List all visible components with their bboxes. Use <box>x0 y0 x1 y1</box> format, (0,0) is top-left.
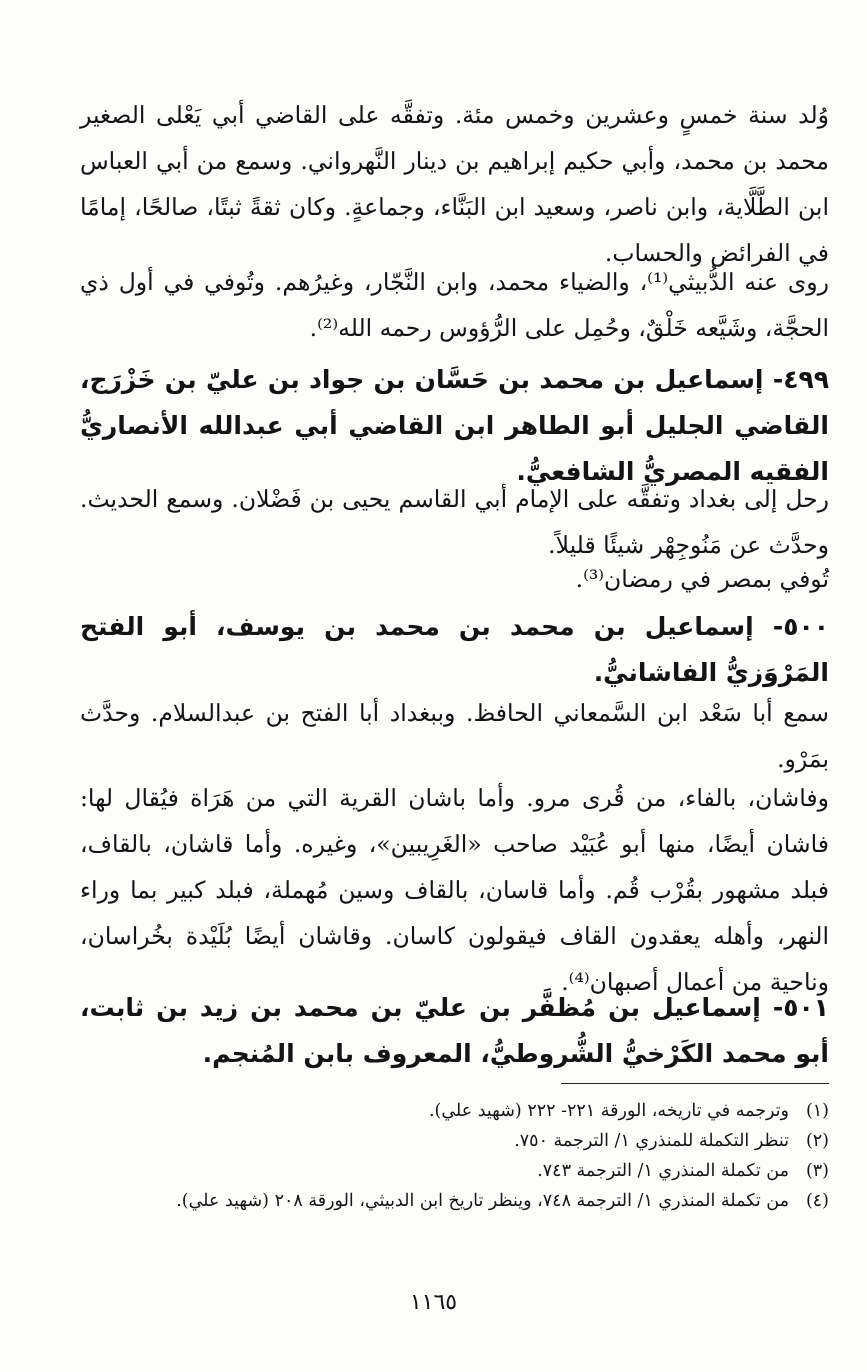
footnote-text: تنظر التكملة للمنذري ١/ الترجمة ٧٥٠. <box>514 1131 789 1151</box>
footnote-number: (٣) <box>805 1161 829 1181</box>
entry-name-501: إسماعيل بن مُظفَّر بن عليّ بن محمد بن زيد بن ثابت، أبو محمد الكَرْخيُّ الشُّروطيُّ، المعروف بابن المُنجم. <box>80 993 829 1068</box>
paragraph-birth-and-teachers: وُلد سنة خمسٍ وعشرين وخمس مئة. وتفقَّه على القاضي أبي يَعْلى الصغير محمد بن محمد، وأبي حكيم إبراهيم بن دينار النَّهرواني. وسمع من أبي العباس ابن الطَّلَّاية، وابن ناصر، وسعيد ابن البَنَّاء، وجماعةٍ. وكان ثقةً ثبتًا، صالحًا، إمامًا في الفرائض والحساب. <box>80 101 829 267</box>
paragraph-death-egypt: تُوفي بمصر في رمضان⁽³⁾. <box>575 565 829 593</box>
footnote-separator <box>561 1083 829 1084</box>
entry-name-500: إسماعيل بن محمد بن محمد بن يوسف، أبو الفتح المَرْوَزيُّ الفاشانيُّ. <box>80 612 829 687</box>
paragraph-heard-from: سمع أبا سَعْد ابن السَّمعاني الحافظ. وببغداد أبا الفتح بن عبدالسلام. وحدَّث بمَرْو. <box>80 699 829 773</box>
entry-name-499: إسماعيل بن محمد بن حَسَّان بن جواد بن عليّ بن خَزْرَج، القاضي الجليل أبو الطاهر ابن القاضي أبي عبدالله الأنصاريُّ الفقيه المصريُّ الشافعيُّ. <box>80 365 829 486</box>
footnote-number: (٢) <box>805 1131 829 1151</box>
paragraph-death-narrators: روى عنه الدُّبيثي⁽¹⁾، والضياء محمد، وابن النَّجّار، وغيرُهم. وتُوفي في أول ذي الحجَّة، وشَيَّعه خَلْقٌ، وحُمِل على الرُّؤوس رحمه الله⁽²⁾. <box>80 268 829 342</box>
paragraph-travel-baghdad: رحل إلى بغداد وتفقَّه على الإمام أبي القاسم يحيى بن فَضْلان. وسمع الحديث. وحدَّث عن مَنُوجِهْر شيئًا قليلاً. <box>80 485 829 559</box>
footnote-text: وترجمه في تاريخه، الورقة ٢٢١- ٢٢٢ (شهيد علي). <box>428 1101 789 1121</box>
entry-heading-501 <box>80 985 829 1077</box>
entry-heading-500 <box>80 604 829 696</box>
footnote-3 <box>80 1158 829 1184</box>
footnote-2 <box>80 1128 829 1154</box>
footnote-4 <box>80 1188 829 1214</box>
entry-number-501: ٥٠١- <box>772 993 829 1022</box>
footnotes <box>80 1098 829 1218</box>
footnote-text: من تكملة المنذري ١/ الترجمة ٧٤٣. <box>537 1161 789 1181</box>
entry-number-500: ٥٠٠- <box>772 612 829 641</box>
footnote-number: (٤) <box>805 1191 829 1211</box>
footnote-number: (١) <box>805 1101 829 1121</box>
footnote-1 <box>80 1098 829 1124</box>
entry-number-499: ٤٩٩- <box>772 365 829 394</box>
footnote-text: من تكملة المنذري ١/ الترجمة ٧٤٨، وينظر تاريخ ابن الدبيثي، الورقة ٢٠٨ (شهيد علي). <box>176 1191 789 1211</box>
page-number: ١١٦٥ <box>409 1290 458 1315</box>
paragraph-place-names: وفاشان، بالفاء، من قُرى مرو. وأما باشان القرية التي من هَرَاة فيُقال لها: فاشان أيضًا، منها أبو عُبَيْد صاحب «الغَرِيبين»، وغيره. وأما قاشان، بالقاف، فبلد مشهور بقُرْب قُم. وأما قاسان، بالقاف وسين مُهملة، فبلد كبير بما وراء النهر، وأهله يعقدون القاف فيقولون كاسان. وقاشان أيضًا بُلَيْدة بخُراسان، وناحية من أعمال أصبهان⁽⁴⁾. <box>80 784 829 996</box>
entry-heading-499 <box>80 357 829 495</box>
